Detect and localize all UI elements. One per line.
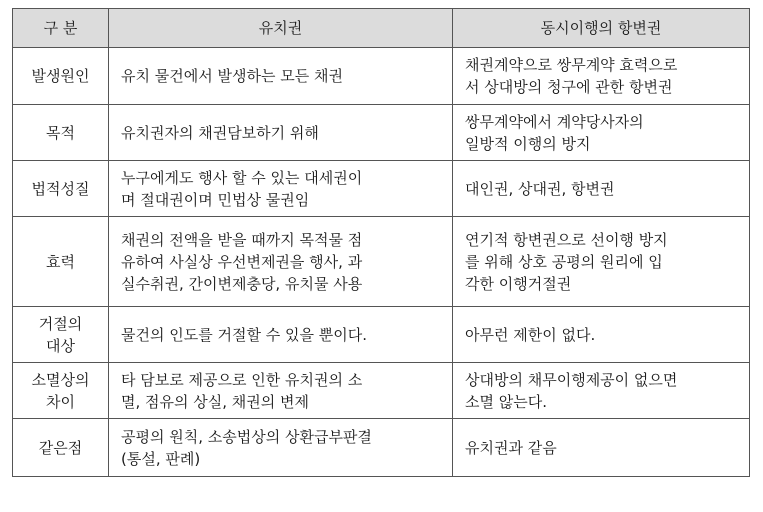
- table-row: [13, 48, 750, 105]
- row-label: 목적: [13, 105, 109, 161]
- lien-cell: 채권의 전액을 받을 때까지 목적물 점 유하여 사실상 우선변제권을 행사, 과 실수취권, 간이변제충당, 유치물 사용: [109, 217, 453, 307]
- row-label: 소멸상의 차이: [13, 363, 109, 419]
- lien-cell: 유치권자의 채권담보하기 위해: [109, 105, 453, 161]
- row-label: 발생원인: [13, 48, 109, 105]
- lien-cell: 공평의 원칙, 소송법상의 상환급부판결 (통설, 판례): [109, 419, 453, 477]
- lien-cell: 물건의 인도를 거절할 수 있을 뿐이다.: [109, 307, 453, 363]
- table-row: [13, 161, 750, 217]
- header-simultaneous-performance-defense: 동시이행의 항변권: [453, 9, 750, 48]
- row-label: 거절의 대상: [13, 307, 109, 363]
- row-label: 효력: [13, 217, 109, 307]
- comparison-table: [12, 8, 750, 477]
- defense-cell: 아무런 제한이 없다.: [453, 307, 750, 363]
- table-row: [13, 217, 750, 307]
- defense-cell: 채권계약으로 쌍무계약 효력으로 서 상대방의 청구에 관한 항변권: [453, 48, 750, 105]
- table-row: [13, 307, 750, 363]
- lien-cell: 타 담보로 제공으로 인한 유치권의 소 멸, 점유의 상실, 채권의 변제: [109, 363, 453, 419]
- header-row: [13, 9, 750, 48]
- defense-cell: 연기적 항변권으로 선이행 방지 를 위해 상호 공평의 원리에 입 각한 이행거절권: [453, 217, 750, 307]
- row-label: 같은점: [13, 419, 109, 477]
- table-row: [13, 419, 750, 477]
- row-label: 법적성질: [13, 161, 109, 217]
- table-row: [13, 363, 750, 419]
- defense-cell: 쌍무계약에서 계약당사자의 일방적 이행의 방지: [453, 105, 750, 161]
- lien-cell: 유치 물건에서 발생하는 모든 채권: [109, 48, 453, 105]
- defense-cell: 대인권, 상대권, 항변권: [453, 161, 750, 217]
- defense-cell: 상대방의 채무이행제공이 없으면 소멸 않는다.: [453, 363, 750, 419]
- defense-cell: 유치권과 같음: [453, 419, 750, 477]
- lien-cell: 누구에게도 행사 할 수 있는 대세권이 며 절대권이며 민법상 물권임: [109, 161, 453, 217]
- header-category: 구 분: [13, 9, 109, 48]
- table-row: [13, 105, 750, 161]
- header-lien: 유치권: [109, 9, 453, 48]
